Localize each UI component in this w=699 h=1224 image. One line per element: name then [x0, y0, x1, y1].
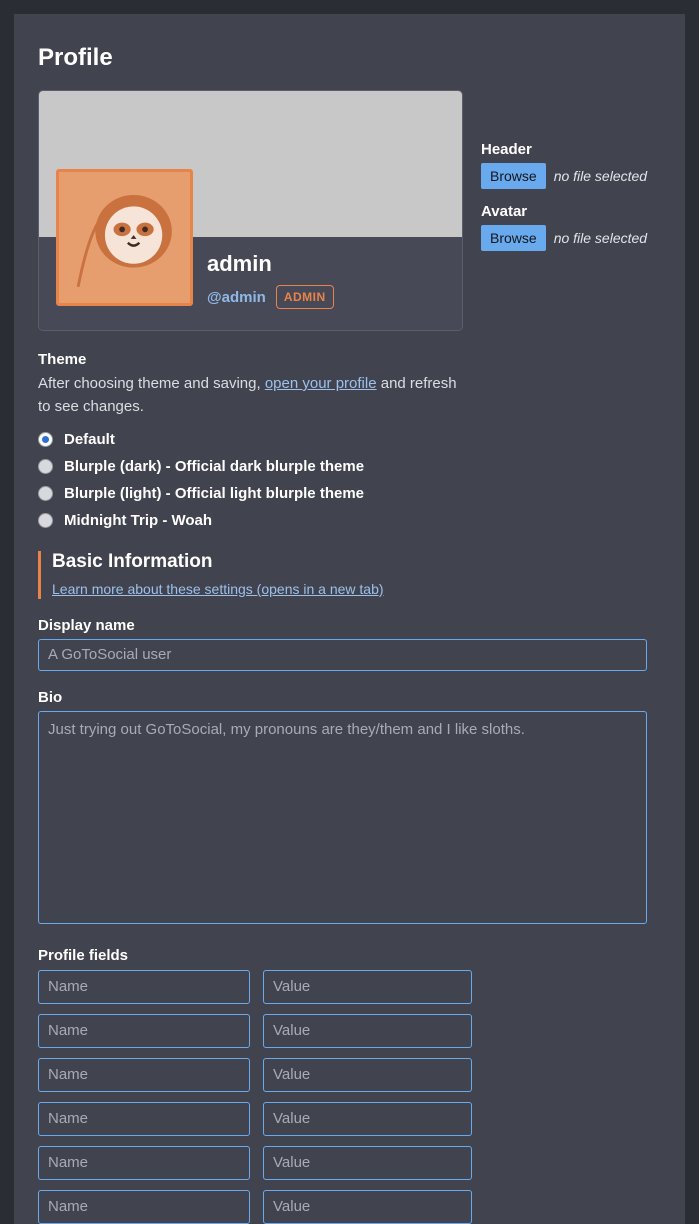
radio-icon[interactable]: [38, 486, 53, 501]
theme-radio-group: [38, 431, 661, 529]
basic-information-title: Basic Information: [52, 550, 213, 572]
theme-option-blurple-dark[interactable]: [38, 458, 661, 475]
avatar-file-status: no file selected: [553, 230, 648, 246]
avatar-upload-row: [481, 225, 647, 251]
radio-icon[interactable]: [38, 513, 53, 528]
header-file-status: no file selected: [553, 168, 648, 184]
profile-field-name-input[interactable]: [38, 1102, 250, 1136]
profile-fields-label: Profile fields: [38, 946, 129, 964]
profile-card-text: [207, 251, 334, 309]
profile-field-value-input[interactable]: [263, 1102, 472, 1136]
theme-option-default[interactable]: [38, 431, 661, 448]
profile-field-value-input[interactable]: [263, 970, 472, 1004]
theme-option-midnight-trip[interactable]: [38, 512, 661, 529]
bio-label: Bio: [38, 688, 63, 706]
profile-settings-panel: [14, 14, 685, 1224]
profile-field-value-input[interactable]: [263, 1058, 472, 1092]
profile-field-name-input[interactable]: [38, 970, 250, 1004]
theme-description: [38, 372, 468, 419]
avatar-browse-button[interactable]: Browse: [481, 225, 546, 251]
avatar-upload-label: Avatar: [481, 203, 528, 220]
preview-display-name: admin: [207, 251, 272, 276]
theme-option-label: Default: [64, 430, 115, 448]
header-upload-row: [481, 163, 647, 189]
profile-preview-card: [38, 90, 463, 331]
profile-field-row: [38, 1058, 661, 1092]
theme-option-blurple-light[interactable]: [38, 485, 661, 502]
basic-information-section: [38, 551, 661, 599]
profile-field-row: [38, 1146, 661, 1180]
file-upload-column: [481, 90, 647, 265]
status-badge: ADMIN: [276, 285, 334, 309]
theme-description-after: and refresh to see changes.: [38, 375, 457, 416]
profile-field-row: [38, 1014, 661, 1048]
sloth-avatar-icon: [59, 172, 190, 303]
profile-field-name-input[interactable]: [38, 1058, 250, 1092]
theme-label: Theme: [38, 351, 87, 368]
open-your-profile-link[interactable]: open your profile: [264, 375, 377, 392]
bio-textarea[interactable]: [38, 711, 647, 924]
theme-description-before: After choosing theme and saving,: [38, 375, 265, 392]
theme-option-label: Blurple (light) - Official light blurple theme: [64, 484, 364, 502]
theme-option-label: Blurple (dark) - Official dark blurple theme: [64, 457, 365, 475]
display-name-label: Display name: [38, 616, 135, 634]
profile-field-value-input[interactable]: [263, 1146, 472, 1180]
profile-preview-section: [38, 90, 661, 331]
theme-option-label: Midnight Trip - Woah: [64, 511, 213, 529]
profile-field-row: [38, 1102, 661, 1136]
page-title: Profile: [38, 44, 113, 71]
preview-handle-row: [207, 285, 334, 309]
display-name-input[interactable]: [38, 639, 647, 671]
preview-handle: @admin: [207, 288, 266, 306]
avatar-image-preview: [56, 169, 193, 306]
header-upload-label: Header: [481, 141, 532, 158]
profile-fields-grid: [38, 970, 661, 1224]
profile-field-name-input[interactable]: [38, 1014, 250, 1048]
radio-icon[interactable]: [38, 432, 53, 447]
learn-more-link[interactable]: Learn more about these settings (opens in a new tab): [52, 580, 384, 597]
profile-field-value-input[interactable]: [263, 1014, 472, 1048]
radio-icon[interactable]: [38, 459, 53, 474]
profile-field-name-input[interactable]: [38, 1146, 250, 1180]
profile-field-row: [38, 970, 661, 1004]
header-browse-button[interactable]: Browse: [481, 163, 546, 189]
profile-card-body: [39, 237, 462, 330]
